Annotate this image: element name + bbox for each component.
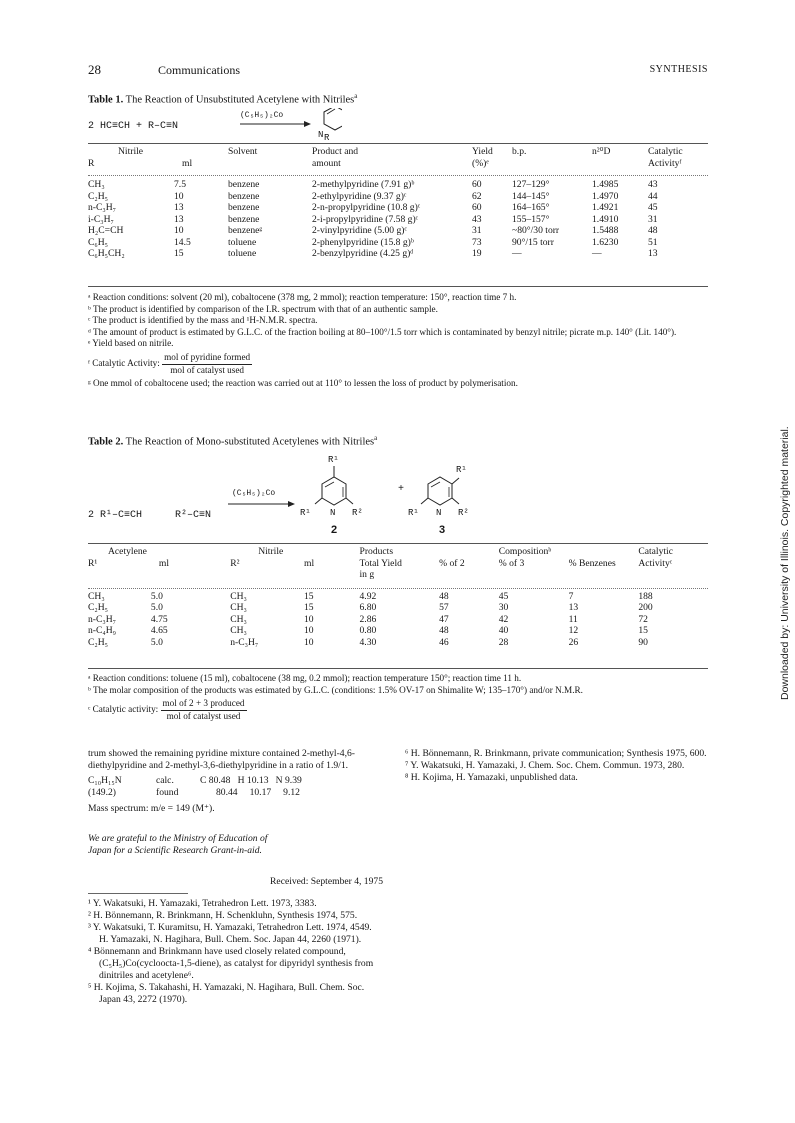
table-cell: 15 — [304, 602, 314, 613]
table-cell: CH₃ — [230, 602, 247, 613]
table-row — [86, 591, 710, 603]
compound-3-label: 3 — [439, 524, 446, 536]
table-cell: 19 — [472, 248, 482, 259]
table-cell: benzeneᵍ — [228, 225, 263, 236]
table-cell: 155–157° — [512, 213, 550, 225]
table-cell: 5.0 — [150, 590, 163, 602]
footnote: ᵉ Yield based on nitrile. — [88, 338, 174, 349]
acknowledgement: We are grateful to the Ministry of Education of Japan for a Scientific Research Grant-in-aid. — [88, 833, 268, 856]
table-cell: 48 — [648, 225, 658, 236]
table-cell: 12 — [568, 625, 579, 636]
table-cell: 47 — [439, 613, 449, 625]
table-cell: 72 — [638, 613, 648, 625]
table2-bottom-rule — [88, 668, 708, 669]
arrow-head — [288, 501, 295, 507]
table-cell: 13 — [174, 213, 184, 225]
scheme-r1-left: R¹ — [300, 508, 311, 518]
received-date: Received: September 4, 1975 — [270, 876, 383, 887]
page-number: 28 — [88, 62, 101, 77]
table-cell: benzene — [228, 179, 260, 190]
table-cell: toluene — [228, 236, 257, 248]
table-row — [86, 214, 710, 226]
table2-subheader: ml — [304, 557, 315, 569]
table-cell: n-C₃H₇ — [88, 613, 117, 625]
table-cell: 1.4985 — [592, 179, 619, 190]
table2-subheader: % of 3 — [498, 557, 525, 569]
table2-acetylene: 2 R¹–C≡CH — [88, 510, 143, 521]
table-cell: 13 — [648, 248, 658, 259]
table-row — [86, 602, 710, 614]
table2-label: Table 2. — [88, 436, 124, 448]
table-cell: 13 — [568, 602, 579, 613]
analysis-calc-label: calc. — [156, 775, 174, 786]
table-cell: 40 — [498, 625, 509, 636]
table-cell: 57 — [439, 602, 449, 613]
table2-header — [437, 546, 497, 558]
table-cell: n-C₃H₇ — [230, 636, 259, 648]
table-cell: 2-phenylpyridine (15.8 g)ᵇ — [312, 236, 414, 248]
table-cell: 4.30 — [359, 636, 377, 648]
table-cell: 0.80 — [359, 625, 377, 636]
table1-caption — [88, 92, 357, 106]
table-cell: H₂C=CH — [88, 225, 124, 236]
table1-header: Yield — [472, 146, 493, 157]
table-cell: 31 — [648, 213, 658, 225]
table2-catalyst: (C₅H₅)₂Co — [232, 489, 276, 498]
table-row — [86, 237, 710, 249]
table-cell: 6.80 — [359, 602, 377, 613]
table-cell: 2-n-propylpyridine (10.8 g)ᶜ — [312, 202, 421, 213]
scheme-r1-top: R¹ — [328, 455, 339, 465]
table1-header: Product and — [312, 146, 359, 157]
table1-header — [172, 146, 226, 158]
table-cell: 51 — [648, 236, 658, 248]
analysis-calc-values: C 80.48 H 10.13 N 9.39 — [200, 775, 302, 786]
fraction-denominator: mol of catalyst used — [170, 364, 245, 375]
references-right — [405, 748, 707, 784]
table1-reactants: 2 HC≡CH + R–C≡N — [88, 121, 179, 132]
footnote: ᵈ The amount of product is estimated by G.L.C. of the fraction boiling at 80–100°/1.5 torr which is contaminated by benzyl nitrile; picrate m.p. 140° (Lit. 140°). — [88, 326, 677, 337]
analysis-mw: (149.2) — [88, 787, 116, 798]
table-cell: CH₃ — [88, 179, 105, 190]
table-cell: CH₃ — [230, 613, 247, 625]
table-cell: 1.6230 — [592, 236, 619, 248]
scheme-n-3: N — [436, 508, 442, 518]
fraction-numerator: mol of pyridine formed — [162, 352, 252, 365]
table2 — [86, 546, 710, 648]
table2-header — [302, 546, 358, 558]
scheme-r1-left-3: R¹ — [408, 508, 419, 518]
table2-subheader: Activityᶜ — [638, 557, 673, 569]
table-cell: 127–129° — [512, 179, 550, 190]
table2-header: Compositionᵇ — [498, 546, 552, 557]
table-cell: 2-vinylpyridine (5.00 g)ᶜ — [312, 225, 407, 236]
table1-header: n²⁰D — [592, 146, 611, 157]
table-cell: 10 — [304, 625, 314, 636]
table-cell: 11 — [568, 613, 578, 625]
table1-subheader: R — [88, 157, 95, 169]
table2-nitrile: R²–C≡N — [175, 510, 212, 521]
table-cell: 10 — [174, 190, 184, 202]
table2-header: Nitrile — [258, 546, 284, 557]
reference-item: ³ Y. Wakatsuki, T. Kuramitsu, H. Yamazaki, Tetrahedron Lett. 1974, 4549. — [88, 922, 372, 933]
table1-catalyst: (C₅H₅)₂Co — [240, 111, 284, 120]
table1-footnotes — [88, 292, 708, 390]
page-header — [88, 62, 708, 80]
footnote: ᶜ The product is identified by the mass and ¹H-N.M.R. spectra. — [88, 315, 318, 326]
elemental-analysis — [88, 775, 383, 801]
table-cell: 15 — [638, 625, 648, 636]
table-cell: n-C₄H₉ — [88, 625, 117, 636]
reference-item: ⁸ H. Kojima, H. Yamazaki, unpublished data. — [405, 772, 578, 783]
table-cell: 1.4910 — [592, 213, 619, 225]
table1-subheader: amount — [312, 157, 341, 169]
table-cell: 26 — [568, 636, 579, 648]
table-cell: CH₃ — [230, 625, 247, 636]
table-cell: 73 — [472, 236, 482, 248]
table2-header-row — [86, 546, 710, 558]
table-cell: ~80°/30 torr — [512, 225, 560, 236]
table2-header-rule — [88, 588, 708, 589]
footnote: ᵃ Reaction conditions: solvent (20 ml), cobaltocene (378 mg, 2 mmol); reaction temperature: 150°, reaction time 7 h. — [88, 292, 517, 302]
table1-bottom-rule — [88, 286, 708, 287]
table-cell: C₂H₅ — [88, 636, 109, 648]
table2-top-rule — [88, 543, 708, 544]
table-row — [86, 625, 710, 637]
table-cell: 5.0 — [150, 602, 163, 613]
table-cell: 2-methylpyridine (7.91 g)ᵇ — [312, 179, 415, 190]
table-cell: 164–165° — [512, 202, 550, 213]
table1 — [86, 146, 710, 260]
references-rule — [88, 893, 188, 894]
table1-subheader: ml — [182, 157, 193, 169]
fraction — [162, 352, 252, 376]
table2-subheader: % of 2 — [439, 557, 465, 569]
table-cell: 4.75 — [150, 613, 168, 625]
pyridine-ring — [324, 108, 342, 131]
analysis-found-values: 80.44 10.17 9.12 — [216, 787, 300, 798]
footnote: ᵇ The molar composition of the products was estimated by G.L.C. (conditions: 1.5% OV-17 on Shimalite W; 135–170°) and/or N.M.R. — [88, 684, 583, 695]
table-cell: 200 — [638, 602, 653, 613]
scheme-n-2: N — [330, 508, 336, 518]
arrow-head — [304, 121, 311, 127]
table-cell: C₆H₅CH₂ — [88, 248, 125, 259]
table-cell: i-C₃H₇ — [88, 213, 114, 225]
table-row — [86, 248, 710, 260]
table-cell: 10 — [304, 613, 314, 625]
table-cell: 1.4970 — [592, 190, 619, 202]
table-cell: 4.65 — [150, 625, 168, 636]
table1-subheader — [510, 158, 590, 170]
table1-top-rule — [88, 143, 708, 144]
table-cell: — — [512, 248, 522, 259]
table-cell: 7.5 — [174, 179, 186, 190]
table-cell: 4.92 — [359, 590, 377, 602]
fraction-numerator: mol of 2 + 3 produced — [161, 698, 247, 711]
table1-header: Nitrile — [118, 146, 144, 157]
table-cell: toluene — [228, 248, 257, 259]
table2-subheader-row-2 — [86, 569, 710, 581]
scheme-r1-3: R¹ — [456, 465, 467, 475]
table2-header: Catalytic — [638, 546, 673, 557]
table2-title: The Reaction of Mono-substituted Acetylenes with Nitriles — [125, 436, 375, 448]
footnote-fraction — [88, 698, 708, 722]
scheme-r2-2: R² — [352, 508, 363, 518]
scheme-plus: + — [398, 484, 405, 495]
table2-caption — [88, 434, 377, 448]
references-left — [88, 898, 380, 1006]
table1-header: Solvent — [228, 146, 258, 157]
table2-subheader: in g — [359, 569, 375, 580]
analysis-found-label: found — [156, 787, 179, 798]
table2-note-mark: a — [374, 434, 378, 442]
table2-subheader-row — [86, 558, 710, 570]
table-cell: 44 — [648, 190, 658, 202]
table-row — [86, 225, 710, 237]
table-cell: 5.0 — [150, 636, 163, 648]
fraction-denominator: mol of catalyst used — [166, 710, 241, 721]
table1-subheader: (%)ᵉ — [472, 157, 489, 169]
reference-item: ² H. Bönnemann, R. Brinkmann, H. Schenkluhn, Synthesis 1974, 575. — [88, 910, 358, 921]
table1-subheader-row — [86, 158, 710, 170]
footnote: ᵃ Reaction conditions: toluene (15 ml), cobaltocene (38 mg, 0.2 mmol); reaction temperature 150°; reaction time 11 h. — [88, 673, 522, 683]
table-cell: 144–145° — [512, 190, 550, 202]
footnote-fraction — [88, 352, 708, 376]
table1-header: b.p. — [512, 146, 527, 157]
table-cell: 43 — [648, 179, 658, 190]
table-cell: 10 — [174, 225, 184, 236]
table1-header-rule — [88, 175, 708, 176]
table2-subheader: % Benzenes — [568, 557, 616, 569]
mass-spectrum: Mass spectrum: m/e = 149 (M⁺). — [88, 803, 215, 814]
reference-item: ⁷ Y. Wakatsuki, H. Yamazaki, J. Chem. Soc. Chem. Commun. 1973, 280. — [405, 760, 685, 771]
compound-2-label: 2 — [331, 524, 338, 536]
table-row — [86, 637, 710, 649]
table-cell: 7 — [568, 590, 574, 602]
table1-subheader: Activityᶠ — [648, 157, 682, 169]
table-cell: 90 — [638, 636, 648, 648]
table-cell: 13 — [174, 202, 184, 213]
table2-subheader: R² — [230, 557, 240, 569]
table1-header-row — [86, 146, 710, 158]
table-cell: benzene — [228, 190, 260, 202]
table2-header: Products — [359, 546, 394, 557]
fraction — [161, 698, 247, 722]
table-cell: C₂H₅ — [88, 602, 109, 613]
footnote-label: ᶠ Catalytic Activity: — [88, 358, 160, 369]
reference-item: ⁶ H. Bönnemann, R. Brinkmann, private communication; Synthesis 1975, 600. — [405, 748, 707, 759]
table2-subheader: Total Yield — [359, 557, 402, 569]
scheme-r2-3: R² — [458, 508, 469, 518]
table1-subheader — [590, 158, 646, 170]
table2-header — [567, 546, 637, 558]
reference-item: H. Yamazaki, N. Hagihara, Bull. Chem. Soc. Japan 44, 2260 (1971). — [99, 934, 362, 945]
table-cell: 188 — [638, 590, 653, 602]
table-cell: 1.5488 — [592, 225, 619, 236]
table-cell: 90°/15 torr — [512, 236, 554, 248]
table1-label: Table 1. — [88, 94, 124, 106]
pyridine-ring-3 — [421, 477, 459, 505]
reference-item: ¹ Y. Wakatsuki, H. Yamazaki, Tetrahedron Lett. 1973, 3383. — [88, 898, 317, 909]
table-row — [86, 191, 710, 203]
table-cell: 48 — [439, 590, 449, 602]
table-cell: 45 — [498, 590, 509, 602]
table-cell: 15 — [174, 248, 184, 259]
download-notice: Downloaded by: University of Illinois. Copyrighted material. — [779, 426, 791, 700]
table-cell: 46 — [439, 636, 449, 648]
table-cell: CH₃ — [230, 590, 247, 602]
table-cell: 15 — [304, 590, 314, 602]
table1-ring-n: N — [318, 130, 324, 140]
section-title: Communications — [158, 63, 240, 77]
body-paragraph: trum showed the remaining pyridine mixture contained 2-methyl-4,6-diethylpyridine and 2-methyl-3,6-diethylpyridine in a ratio of 1.9/1. — [88, 748, 355, 771]
table-cell: CH₃ — [88, 590, 105, 602]
pyridine-ring-2 — [315, 466, 353, 505]
table-cell: 2-i-propylpyridine (7.58 g)ᶜ — [312, 213, 419, 225]
table-cell: 2-ethylpyridine (9.37 g)ᶜ — [312, 190, 407, 202]
table-cell: C₂H₅ — [88, 190, 109, 202]
table-cell: 14.5 — [174, 236, 191, 248]
table-cell: 30 — [498, 602, 509, 613]
table1-title: The Reaction of Unsubstituted Acetylene with Nitriles — [125, 94, 355, 106]
table-cell: 10 — [304, 636, 314, 648]
table-cell: 45 — [648, 202, 658, 213]
table-cell: 28 — [498, 636, 509, 648]
table-cell: 62 — [472, 190, 482, 202]
analysis-formula: C₁₀H₁₅N — [88, 775, 122, 786]
journal-name: SYNTHESIS — [649, 64, 708, 75]
table-cell: 1.4921 — [592, 202, 619, 213]
table-cell: 60 — [472, 179, 482, 190]
table-row — [86, 179, 710, 191]
table-row — [86, 614, 710, 626]
table2-subheader: ml — [158, 557, 170, 569]
table-cell: — — [592, 248, 602, 259]
table-cell: 2.86 — [359, 613, 377, 625]
table1-header: Catalytic — [648, 146, 683, 157]
table-cell: 60 — [472, 202, 482, 213]
left-column — [88, 748, 383, 887]
table-cell: benzene — [228, 213, 260, 225]
table-cell: 2-benzylpyridine (4.25 g)ᵈ — [312, 248, 414, 259]
table2-footnotes — [88, 673, 708, 724]
table2-header — [149, 546, 228, 558]
table-cell: benzene — [228, 202, 260, 213]
table-cell: n-C₃H₇ — [88, 202, 117, 213]
table1-subheader — [226, 158, 310, 170]
table-cell: C₆H₅ — [88, 236, 109, 248]
reference-item: ⁴ Bönnemann and Brinkmann have used closely related compound, (C₅H₅)Co(cycloocta-1,5-diene), as catalyst for dipyridyl synthesis from dinitriles and acetylene⁶. — [88, 946, 374, 981]
footnote: ᵍ One mmol of cobaltocene used; the reaction was carried out at 110° to lessen the loss of product by polymerisation. — [88, 378, 518, 389]
footnote: ᵇ The product is identified by comparison of the I.R. spectrum with that of an authentic sample. — [88, 303, 438, 314]
table-cell: 31 — [472, 225, 482, 236]
table2-subheader: R¹ — [88, 557, 98, 569]
reference-item: ⁵ H. Kojima, S. Takahashi, H. Yamazaki, N. Hagihara, Bull. Chem. Soc. Japan 43, 2272 (1970). — [88, 982, 365, 1005]
table-row — [86, 202, 710, 214]
table-cell: 42 — [498, 613, 509, 625]
table-cell: 48 — [439, 625, 449, 636]
table1-note-mark: a — [354, 92, 358, 100]
footnote-label: ᶜ Catalytic activity: — [88, 704, 159, 715]
table1-ring-r: R — [324, 133, 330, 143]
table2-header: Acetylene — [108, 546, 147, 557]
table-cell: 43 — [472, 213, 482, 225]
